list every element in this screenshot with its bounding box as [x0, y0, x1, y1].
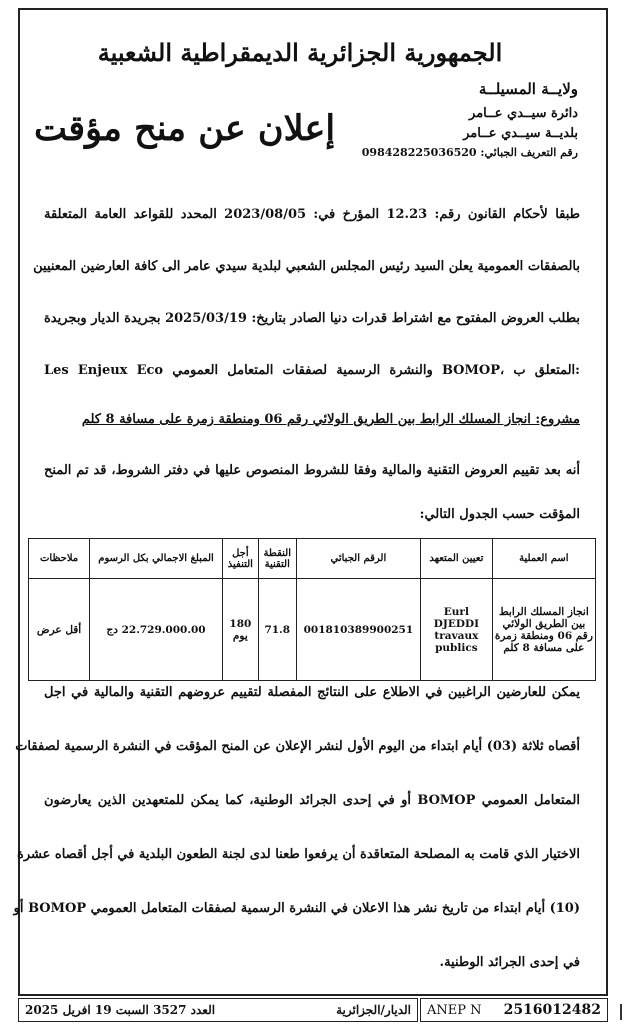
intro-line: طبقا لأحكام القانون رقم: 12.23 المؤرخ في: 2023/08/05 المحدد للقواعد العامة المتعلقة — [44, 207, 581, 222]
cell-tax-number: 001810389900251 — [296, 579, 420, 681]
wilaya-label: ولايــة المسيلــة — [478, 80, 578, 98]
tax-id-label: رقم التعريف الجبائي: 098428225036520 — [361, 146, 578, 159]
evaluation-line: أنه بعد تقييم العروض التقنية والمالية وفقا للشروط المنصوص عليها في دفتر الشروط، قد تم المنح — [44, 463, 580, 478]
closing-line: يمكن للعارضين الراغبين في الاطلاع على النتائج المفصلة لتقييم عروضهم التقنية والمالية في اجل — [44, 685, 580, 700]
closing-line: في إحدى الجرائد الوطنية. — [439, 955, 580, 970]
closing-line: أقصاه ثلاثة (03) أيام ابتداء من اليوم الأول لنشر الإعلان عن المنح المؤقت في النشرة الرسمية لصفقات — [15, 739, 580, 754]
cell-operation: انجاز المسلك الرابط بين الطريق الولائي رقم 06 ومنطقة زمرة على مسافة 8 كلم — [492, 579, 595, 681]
intro-line: بالصفقات العمومية يعلن السيد رئيس المجلس الشعبي لبلدية سيدي عامر الى كافة العارضين المعنيين — [33, 259, 580, 274]
table-row — [29, 579, 596, 681]
header-technical-score: النقطة التقنية — [258, 539, 296, 579]
newspaper-name: الديار/الجزائرية — [336, 1003, 411, 1017]
issue-info: العدد 3527 السبت 19 افريل 2025 — [25, 1003, 216, 1017]
anep-number: 2516012482 — [503, 1002, 601, 1018]
cell-amount: 22.729.000.00 دج — [90, 579, 223, 681]
intro-line: Les Enjeux Eco والنشرة الرسمية لصفقات المتعامل العمومي BOMOP، المتعلق ب: — [44, 363, 580, 378]
cell-contractor: Eurl DJEDDI travaux publics — [421, 579, 493, 681]
anep-footer — [420, 998, 608, 1022]
cell-technical-score: 71.8 — [258, 579, 296, 681]
baladia-label: بلديــة سيــدي عــامر — [463, 126, 578, 141]
award-table — [28, 538, 596, 681]
closing-line: الاختيار الذي قامت به المصلحة المتعاقدة أن يرفعوا طعنا لدى لجنة الطعون البلدية في أجل أقصاه عشرة — [17, 847, 580, 862]
evaluation-line: المؤقت حسب الجدول التالي: — [419, 507, 580, 522]
header-tax-number: الرقم الجبائي — [296, 539, 420, 579]
cell-delay: 180 يوم — [222, 579, 258, 681]
header-contractor: تعيين المتعهد — [421, 539, 493, 579]
edge-mark — [620, 1004, 622, 1020]
header-amount: المبلغ الاجمالي بكل الرسوم — [90, 539, 223, 579]
notice-title: إعلان عن منح مؤقت — [34, 108, 336, 149]
header-remarks: ملاحظات — [29, 539, 90, 579]
republic-heading: الجمهورية الجزائرية الديمقراطية الشعبية — [97, 38, 503, 67]
closing-line: (10) أيام ابتداء من تاريخ نشر هذا الاعلان في النشرة الرسمية لصفقات المتعامل العمومي BOMOP أو — [13, 901, 580, 916]
table-header-row — [29, 539, 596, 579]
closing-line: المتعامل العمومي BOMOP أو في إحدى الجرائد الوطنية، كما يمكن للمتعهدين الذين يعارضون — [44, 793, 580, 808]
anep-label: ANEP N — [427, 1002, 482, 1018]
project-title: مشروع: انجاز المسلك الرابط بين الطريق الولائي رقم 06 ومنطقة زمرة على مسافة 8 كلم — [81, 412, 580, 427]
header-delay: أجل التنفيذ — [222, 539, 258, 579]
intro-line: بطلب العروض المفتوح مع اشتراط قدرات دنيا الصادر بتاريخ: 2025/03/19 بجريدة الديار وبجريدة — [44, 311, 580, 326]
cell-remarks: أقل عرض — [29, 579, 90, 681]
daira-label: دائرة سيــدي عــامر — [469, 106, 578, 121]
newspaper-footer — [18, 998, 418, 1022]
header-operation: اسم العملية — [492, 539, 595, 579]
